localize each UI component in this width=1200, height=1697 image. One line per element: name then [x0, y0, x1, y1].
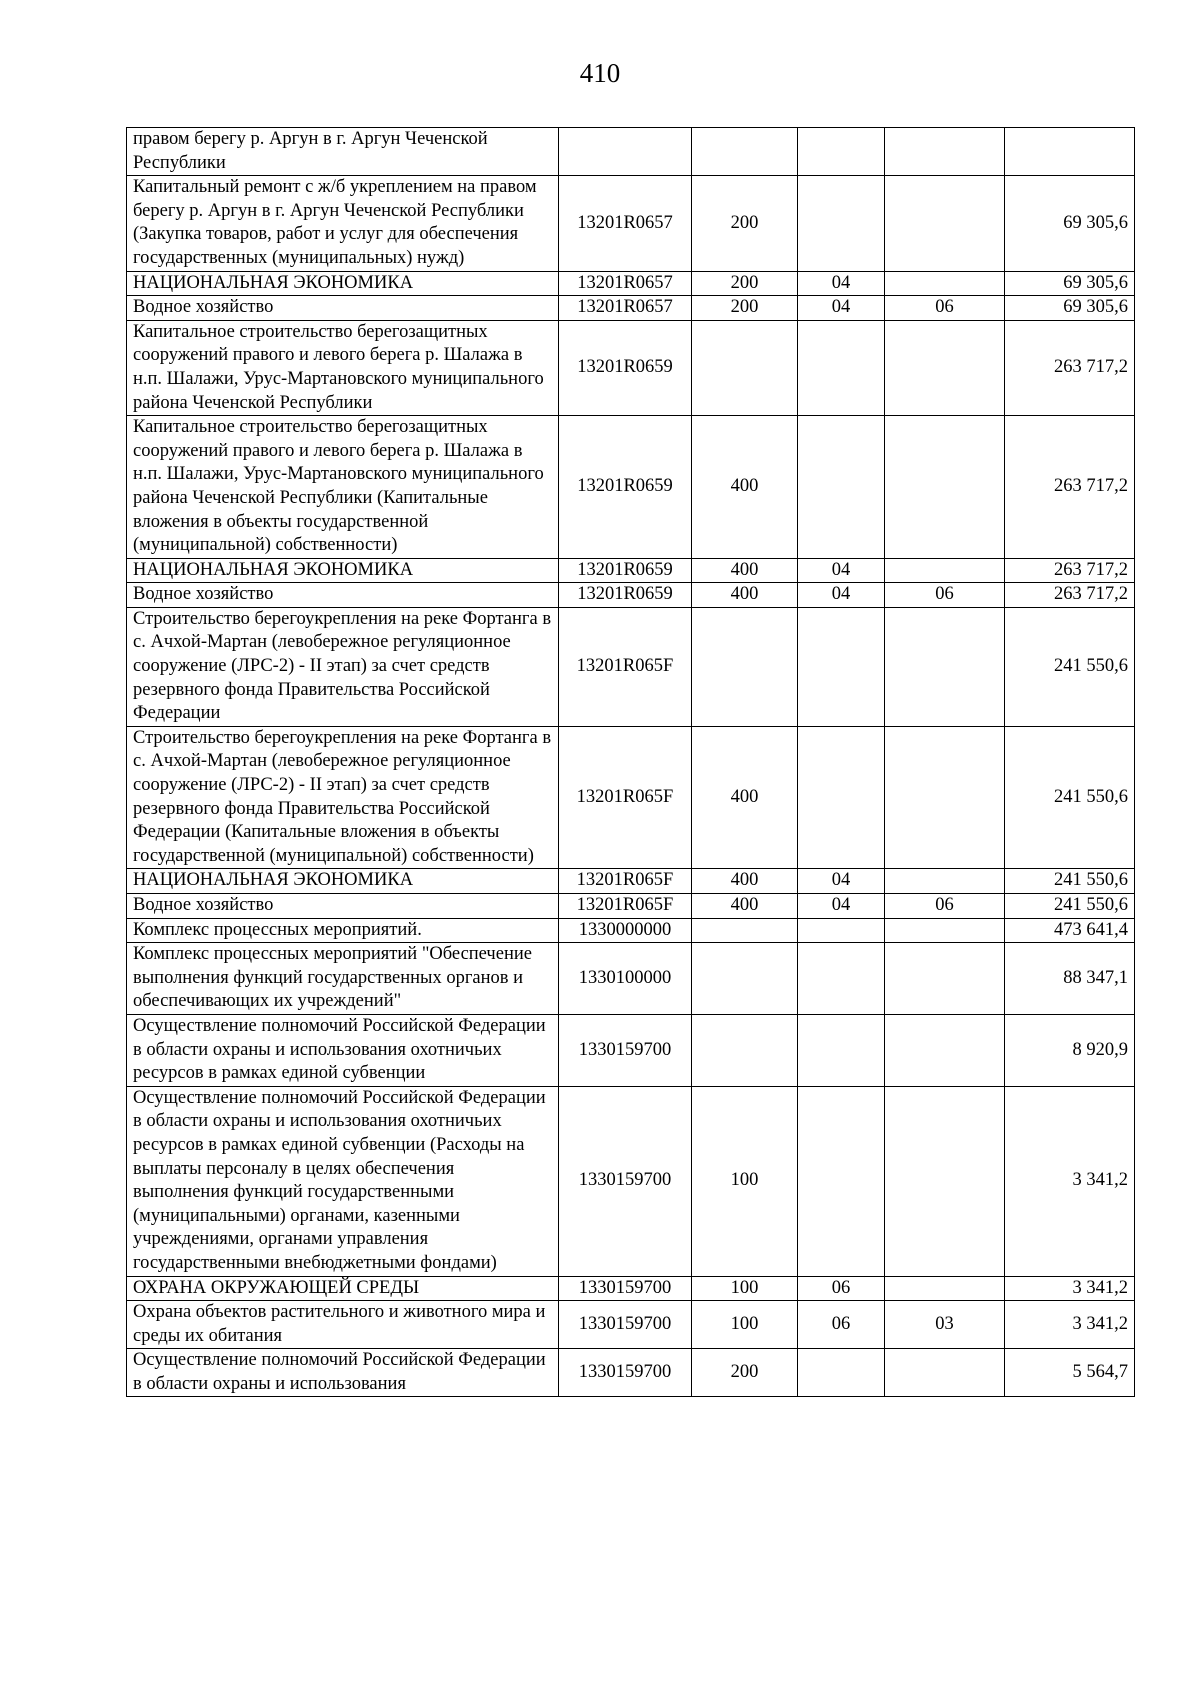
cell-name: Комплекс процессных мероприятий.: [127, 918, 559, 943]
cell-name: Осуществление полномочий Российской Федерации в области охраны и использования: [127, 1349, 559, 1397]
cell-subsection: [885, 176, 1005, 271]
cell-expense-type: 100: [692, 1301, 798, 1349]
cell-code: 13201R065F: [559, 726, 692, 869]
cell-amount: 241 550,6: [1005, 869, 1135, 894]
cell-expense-type: 200: [692, 271, 798, 296]
cell-amount: [1005, 128, 1135, 176]
cell-code: 13201R0659: [559, 416, 692, 559]
table-row: [127, 1276, 1135, 1301]
table-row: [127, 1301, 1135, 1349]
cell-subsection: 06: [885, 583, 1005, 608]
cell-name: НАЦИОНАЛЬНАЯ ЭКОНОМИКА: [127, 271, 559, 296]
cell-name: Строительство берегоукрепления на реке Фортанга в с. Ачхой-Мартан (левобережное регуляционное сооружение (ЛРС-2) - II этап) за счет средств резервного фонда Правительства Российской Федерации: [127, 607, 559, 726]
cell-expense-type: 200: [692, 1349, 798, 1397]
cell-amount: 263 717,2: [1005, 320, 1135, 415]
cell-section: 06: [798, 1276, 885, 1301]
cell-amount: 3 341,2: [1005, 1301, 1135, 1349]
cell-expense-type: 400: [692, 558, 798, 583]
cell-amount: 3 341,2: [1005, 1086, 1135, 1276]
table-row: [127, 320, 1135, 415]
cell-code: 13201R0659: [559, 558, 692, 583]
table-row: [127, 176, 1135, 271]
cell-code: 13201R0657: [559, 271, 692, 296]
cell-name: Водное хозяйство: [127, 894, 559, 919]
cell-section: [798, 416, 885, 559]
cell-subsection: 06: [885, 894, 1005, 919]
cell-subsection: [885, 416, 1005, 559]
cell-subsection: [885, 558, 1005, 583]
cell-subsection: [885, 607, 1005, 726]
cell-amount: 69 305,6: [1005, 271, 1135, 296]
table-row: [127, 943, 1135, 1015]
budget-table-body: [127, 128, 1135, 1397]
table-row: [127, 271, 1135, 296]
cell-expense-type: 100: [692, 1276, 798, 1301]
cell-section: 04: [798, 296, 885, 321]
cell-name: Водное хозяйство: [127, 583, 559, 608]
cell-code: 1330159700: [559, 1349, 692, 1397]
cell-code: 13201R065F: [559, 869, 692, 894]
cell-section: 04: [798, 894, 885, 919]
cell-expense-type: [692, 128, 798, 176]
cell-expense-type: [692, 607, 798, 726]
cell-section: [798, 1014, 885, 1086]
cell-amount: 241 550,6: [1005, 894, 1135, 919]
cell-amount: 263 717,2: [1005, 583, 1135, 608]
cell-section: [798, 943, 885, 1015]
cell-section: [798, 176, 885, 271]
table-row: [127, 918, 1135, 943]
cell-section: [798, 918, 885, 943]
table-row: [127, 869, 1135, 894]
cell-expense-type: 400: [692, 583, 798, 608]
cell-name: НАЦИОНАЛЬНАЯ ЭКОНОМИКА: [127, 869, 559, 894]
cell-code: 1330159700: [559, 1086, 692, 1276]
cell-section: 04: [798, 869, 885, 894]
cell-section: [798, 726, 885, 869]
cell-subsection: [885, 271, 1005, 296]
cell-code: 1330000000: [559, 918, 692, 943]
table-row: [127, 416, 1135, 559]
cell-name: Комплекс процессных мероприятий "Обеспечение выполнения функций государственных органов и обеспечивающих их учреждений": [127, 943, 559, 1015]
cell-name: Водное хозяйство: [127, 296, 559, 321]
cell-amount: 5 564,7: [1005, 1349, 1135, 1397]
cell-amount: 69 305,6: [1005, 176, 1135, 271]
cell-name: Осуществление полномочий Российской Федерации в области охраны и использования охотничьих ресурсов в рамках единой субвенции: [127, 1014, 559, 1086]
table-row: [127, 894, 1135, 919]
cell-expense-type: 400: [692, 894, 798, 919]
table-row: [127, 128, 1135, 176]
cell-code: 13201R0659: [559, 583, 692, 608]
cell-section: 04: [798, 583, 885, 608]
cell-name: Охрана объектов растительного и животного мира и среды их обитания: [127, 1301, 559, 1349]
cell-subsection: 03: [885, 1301, 1005, 1349]
cell-subsection: [885, 1349, 1005, 1397]
cell-amount: 69 305,6: [1005, 296, 1135, 321]
cell-subsection: 06: [885, 296, 1005, 321]
cell-expense-type: [692, 943, 798, 1015]
cell-expense-type: 400: [692, 726, 798, 869]
cell-amount: 263 717,2: [1005, 558, 1135, 583]
cell-code: [559, 128, 692, 176]
table-row: [127, 1086, 1135, 1276]
table-row: [127, 558, 1135, 583]
cell-amount: 241 550,6: [1005, 607, 1135, 726]
cell-amount: 473 641,4: [1005, 918, 1135, 943]
cell-section: [798, 1349, 885, 1397]
cell-expense-type: [692, 320, 798, 415]
cell-amount: 263 717,2: [1005, 416, 1135, 559]
cell-subsection: [885, 1086, 1005, 1276]
cell-subsection: [885, 1014, 1005, 1086]
cell-subsection: [885, 1276, 1005, 1301]
cell-subsection: [885, 869, 1005, 894]
cell-expense-type: 400: [692, 869, 798, 894]
cell-expense-type: [692, 1014, 798, 1086]
cell-expense-type: 100: [692, 1086, 798, 1276]
cell-name: НАЦИОНАЛЬНАЯ ЭКОНОМИКА: [127, 558, 559, 583]
cell-name: Осуществление полномочий Российской Федерации в области охраны и использования охотничьих ресурсов в рамках единой субвенции (Расходы на выплаты персоналу в целях обеспечения выполнения функций государственными (муниципальными) органами, казенными учреждениями, органами управления государственными внебюджетными фондами): [127, 1086, 559, 1276]
table-row: [127, 1014, 1135, 1086]
cell-subsection: [885, 128, 1005, 176]
cell-code: 1330100000: [559, 943, 692, 1015]
table-row: [127, 726, 1135, 869]
cell-code: 13201R0659: [559, 320, 692, 415]
cell-section: [798, 128, 885, 176]
cell-code: 13201R065F: [559, 607, 692, 726]
cell-section: [798, 320, 885, 415]
table-row: [127, 583, 1135, 608]
cell-expense-type: 200: [692, 176, 798, 271]
cell-section: 04: [798, 558, 885, 583]
cell-code: 13201R0657: [559, 176, 692, 271]
cell-name: Строительство берегоукрепления на реке Фортанга в с. Ачхой-Мартан (левобережное регуляционное сооружение (ЛРС-2) - II этап) за счет средств резервного фонда Правительства Российской Федерации (Капитальные вложения в объекты государственной (муниципальной) собственности): [127, 726, 559, 869]
table-row: [127, 296, 1135, 321]
cell-code: 1330159700: [559, 1301, 692, 1349]
cell-name: правом берегу р. Аргун в г. Аргун Чеченской Республики: [127, 128, 559, 176]
table-row: [127, 1349, 1135, 1397]
cell-amount: 88 347,1: [1005, 943, 1135, 1015]
cell-amount: 8 920,9: [1005, 1014, 1135, 1086]
budget-table: [126, 127, 1135, 1397]
cell-code: 13201R065F: [559, 894, 692, 919]
cell-section: [798, 1086, 885, 1276]
cell-code: 1330159700: [559, 1276, 692, 1301]
cell-expense-type: [692, 918, 798, 943]
cell-section: 04: [798, 271, 885, 296]
cell-name: Капитальный ремонт с ж/б укреплением на правом берегу р. Аргун в г. Аргун Чеченской Республики (Закупка товаров, работ и услуг для обеспечения государственных (муниципальных) нужд): [127, 176, 559, 271]
cell-subsection: [885, 918, 1005, 943]
cell-expense-type: 400: [692, 416, 798, 559]
cell-section: [798, 607, 885, 726]
cell-amount: 3 341,2: [1005, 1276, 1135, 1301]
cell-name: ОХРАНА ОКРУЖАЮЩЕЙ СРЕДЫ: [127, 1276, 559, 1301]
cell-subsection: [885, 320, 1005, 415]
table-row: [127, 607, 1135, 726]
cell-expense-type: 200: [692, 296, 798, 321]
cell-amount: 241 550,6: [1005, 726, 1135, 869]
cell-name: Капитальное строительство берегозащитных сооружений правого и левого берега р. Шалажа в н.п. Шалажи, Урус-Мартановского муниципального района Чеченской Республики: [127, 320, 559, 415]
cell-name: Капитальное строительство берегозащитных сооружений правого и левого берега р. Шалажа в н.п. Шалажи, Урус-Мартановского муниципального района Чеченской Республики (Капитальные вложения в объекты государственной (муниципальной) собственности): [127, 416, 559, 559]
cell-subsection: [885, 943, 1005, 1015]
cell-code: 13201R0657: [559, 296, 692, 321]
cell-code: 1330159700: [559, 1014, 692, 1086]
page-number: 410: [579, 58, 621, 88]
cell-section: 06: [798, 1301, 885, 1349]
cell-subsection: [885, 726, 1005, 869]
